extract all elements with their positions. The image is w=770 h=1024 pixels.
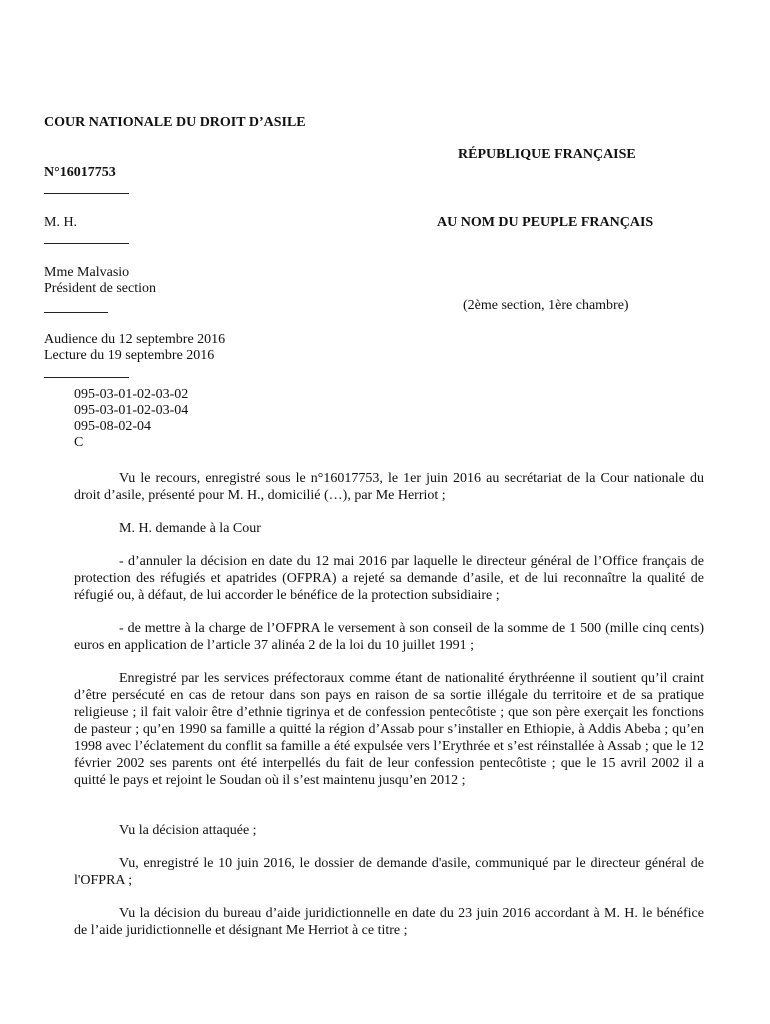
divider-2 [44, 243, 129, 244]
in-the-name-heading: AU NOM DU PEUPLE FRANÇAIS [437, 215, 654, 230]
body-paragraph: M. H. demande à la Cour [119, 521, 261, 536]
body-paragraph: Vu la décision attaquée ; [119, 823, 257, 838]
body-paragraph: - d’annuler la décision en date du 12 mai 2016 par laquelle le directeur général de l’Office français de protection des réfugiés et apatrides (OFPRA) a rejeté sa demande d’asile, et de lui reconnaître la qualité de réfugié ou, à défaut, de lui accorder le bénéfice de la protection subsidiaire ; [74, 554, 704, 603]
hearing-date: Audience du 12 septembre 2016 [44, 332, 226, 347]
case-number: N°16017753 [44, 165, 116, 180]
divider-1 [44, 193, 129, 194]
judge-title: Président de section [44, 281, 156, 296]
body-paragraph: Vu, enregistré le 10 juin 2016, le dossier de demande d'asile, communiqué par le directeur général de l'OFPRA ; [74, 856, 704, 888]
reading-date: Lecture du 19 septembre 2016 [44, 348, 215, 363]
court-name: COUR NATIONALE DU DROIT D’ASILE [44, 115, 306, 130]
body-paragraph: Vu le recours, enregistré sous le n°16017753, le 1er juin 2016 au secrétariat de la Cour nationale du droit d’asile, présenté pour M. H., domicilié (…), par Me Herriot ; [74, 471, 704, 503]
body-paragraph: Enregistré par les services préfectoraux comme étant de nationalité érythréenne il soutient qu’il craint d’être persécuté en cas de retour dans son pays en raison de sa sortie illégale du territoire et de sa pratique religieuse ; il fait valoir être d’ethnie tigrinya et de confession pentecôtiste ; que son père exerçait les fonctions de pasteur ; qu’en 1990 sa famille a quitté la région d’Assab pour s’installer en Ethiopie, à Addis Abeba ; qu’en 1998 avec l’éclatement du conflit sa famille a été expulsée vers l’Erythrée et s’est réinstallée à Assab ; que le 12 février 2002 ses parents ont été interpellés du fait de leur confession pentecôtiste ; que le 15 avril 2002 il a quitté le pays et rejoint le Soudan où il s’est maintenu jusqu’en 2012 ; [74, 671, 704, 788]
body-paragraph: - de mettre à la charge de l’OFPRA le versement à son conseil de la somme de 1 500 (mille cinq cents) euros en application de l’article 37 alinéa 2 de la loi du 10 juillet 1991 ; [74, 621, 704, 653]
section-label: (2ème section, 1ère chambre) [463, 298, 629, 313]
classification-code: 095-03-01-02-03-02 [74, 387, 189, 402]
divider-4 [44, 377, 129, 378]
body-paragraph: Vu la décision du bureau d’aide juridictionnelle en date du 23 juin 2016 accordant à M. H. le bénéfice de l’aide juridictionnelle et désignant Me Herriot à ce titre ; [74, 906, 704, 938]
classification-code: 095-03-01-02-03-04 [74, 403, 189, 418]
classification-code: C [74, 435, 84, 450]
republic-heading: RÉPUBLIQUE FRANÇAISE [458, 147, 636, 162]
divider-3 [44, 312, 108, 313]
classification-code: 095-08-02-04 [74, 419, 151, 434]
judge-name: Mme Malvasio [44, 265, 130, 280]
party-name: M. H. [44, 215, 78, 230]
